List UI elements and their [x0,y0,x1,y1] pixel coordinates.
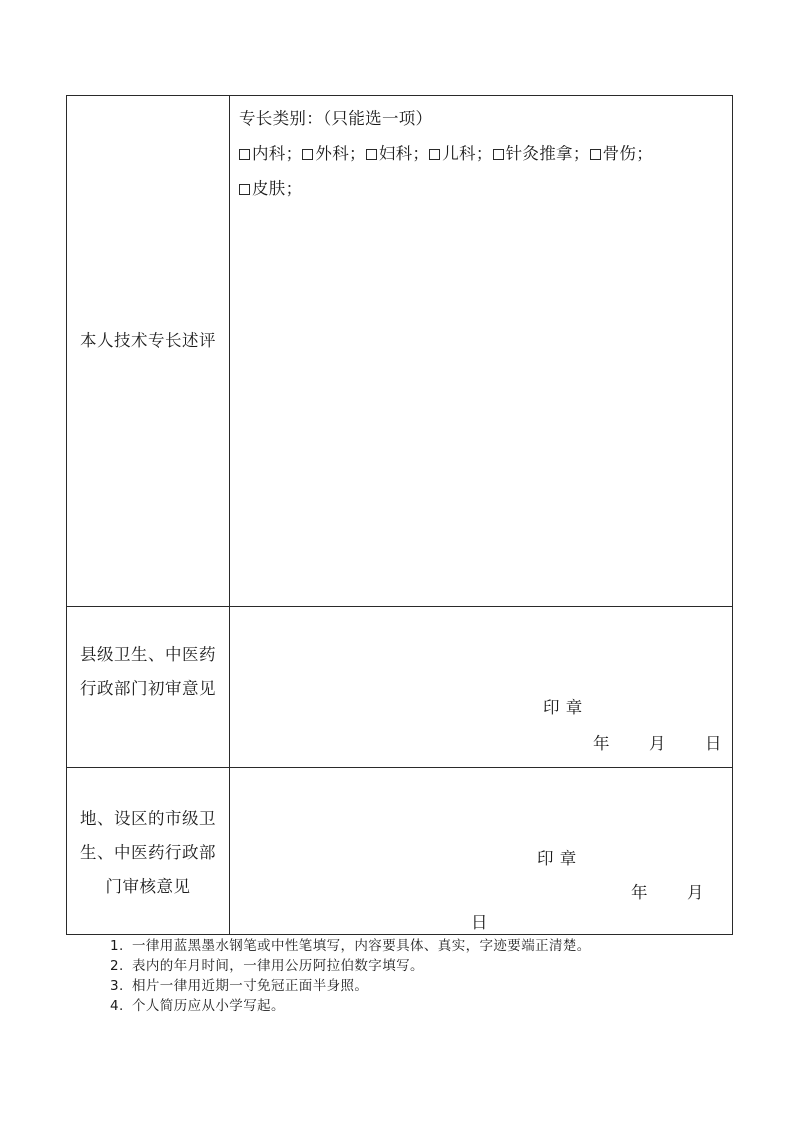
note-3: 3. 相片一律用近期一寸免冠正面半身照。 [110,978,369,994]
city-seal: 印 章 [537,849,577,868]
city-review-label: 地、设区的市级卫 生、中医药行政部 门审核意见 [80,809,216,896]
self-assessment-label: 本人技术专长述评 [80,331,216,350]
note-4: 4. 个人简历应从小学写起。 [110,998,285,1014]
option-internal-medicine[interactable]: 内科； [239,144,302,163]
specialty-options [239,136,729,171]
checkbox-icon[interactable] [429,149,440,160]
option-orthopedics[interactable]: 骨伤； [590,144,653,163]
checkbox-icon[interactable] [590,149,601,160]
option-dermatology[interactable]: 皮肤； [239,179,302,198]
form-notes [110,936,591,1016]
county-date-year: 年 [593,734,610,753]
row-divider-1 [67,606,732,607]
city-date-month: 月 [687,883,704,902]
county-review-label: 县级卫生、中医药 行政部门初审意见 [80,645,216,698]
city-date-day: 日 [471,913,488,932]
note-2: 2. 表内的年月时间，一律用公历阿拉伯数字填写。 [110,958,424,974]
checkbox-icon[interactable] [302,149,313,160]
city-date-year: 年 [631,883,648,902]
option-surgery[interactable]: 外科； [302,144,365,163]
option-pediatrics[interactable]: 儿科； [429,144,492,163]
county-date-month: 月 [649,734,666,753]
checkbox-icon[interactable] [239,184,250,195]
checkbox-icon[interactable] [366,149,377,160]
column-divider [229,96,230,934]
note-1: 1. 一律用蓝黑墨水钢笔或中性笔填写，内容要具体、真实，字迹要端正清楚。 [110,938,591,954]
specialty-section [239,101,729,206]
specialty-options-row-2 [239,171,729,206]
option-acupuncture-massage[interactable]: 针灸推拿； [493,144,590,163]
option-gynecology[interactable]: 妇科； [366,144,429,163]
specialty-title: 专长类别：（只能选一项） [239,109,433,128]
checkbox-icon[interactable] [239,149,250,160]
row-divider-2 [67,767,732,768]
county-date-day: 日 [705,734,722,753]
checkbox-icon[interactable] [493,149,504,160]
county-seal: 印 章 [543,698,583,717]
review-form-table [66,95,733,935]
